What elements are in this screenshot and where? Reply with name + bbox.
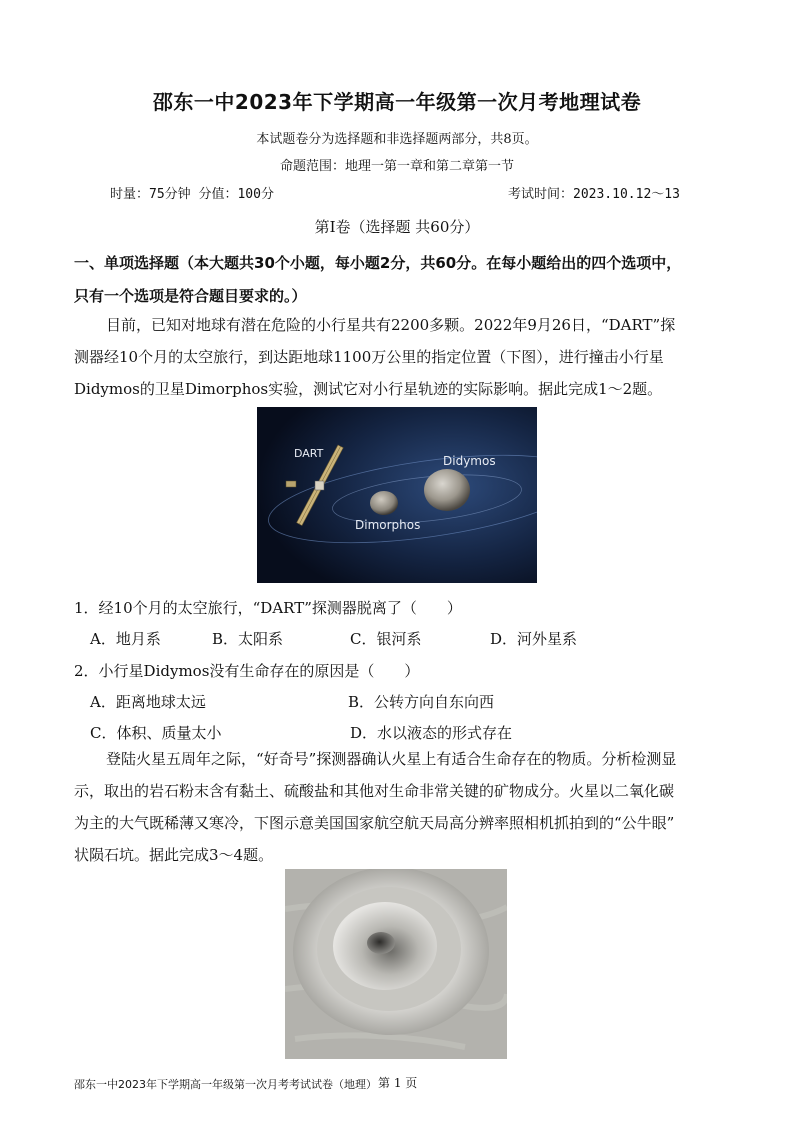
passage1-line-3: Didymos的卫星Dimorphos实验，测试它对小行星轨迹的实际影响。据此完成1～2题。 — [74, 380, 663, 398]
part-one-heading-line-2: 只有一个选项是符合题目要求的。） — [74, 287, 307, 305]
question-2-option-b[interactable]: B．公转方向自东向西 — [348, 693, 495, 711]
footer-text: 邵东一中2023年下学期高一年级第一次月考考试试卷（地理） — [74, 1078, 377, 1091]
page-number: 第 1 页 — [378, 1076, 418, 1090]
passage2-line-3: 为主的大气既稀薄又寒冷，下图示意美国国家航空航天局高分辨率照相机抓拍到的“公牛眼” — [74, 814, 675, 832]
question-2-option-c[interactable]: C．体积、质量太小 — [90, 724, 222, 742]
exam-scope-line: 命题范围：地理一第一章和第二章第一节 — [279, 159, 514, 174]
passage2-line-4: 状陨石坑。据此完成3～4题。 — [74, 846, 274, 864]
section-title: 第Ⅰ卷（选择题 共60分） — [314, 218, 480, 236]
question-1-stem: 1．经10个月的太空旅行，“DART”探测器脱离了（ ） — [74, 599, 462, 617]
question-2-option-d[interactable]: D．水以液态的形式存在 — [350, 724, 513, 742]
question-1-option-b[interactable]: B．太阳系 — [212, 630, 284, 648]
passage2-line-1: 登陆火星五周年之际，“好奇号”探测器确认火星上有适合生命存在的物质。分析检测显 — [106, 750, 677, 768]
part-one-heading-line-1: 一、单项选择题（本大题共30个小题，每小题2分，共60分。在每小题给出的四个选项中， — [74, 254, 682, 272]
bullseye-crater-figure — [285, 869, 507, 1059]
passage1-line-1: 目前，已知对地球有潜在危险的小行星共有2200多颗。2022年9月26日，“DART”探 — [106, 316, 676, 334]
question-1-option-a[interactable]: A．地月系 — [90, 630, 161, 648]
dart-label: DART — [294, 447, 324, 460]
dart-scene-illustration — [257, 407, 537, 583]
crater-illustration — [285, 869, 507, 1059]
question-1-option-d[interactable]: D．河外星系 — [490, 630, 578, 648]
question-2-option-a[interactable]: A．距离地球太远 — [90, 693, 206, 711]
time-score-info: 时量：75分钟 分值：100分 — [110, 187, 274, 202]
question-2-stem: 2．小行星Didymos没有生命存在的原因是（ ） — [74, 662, 420, 680]
question-1-option-c[interactable]: C．银河系 — [350, 630, 422, 648]
passage1-line-2: 测器经10个月的太空旅行，到达距地球1100万公里的指定位置（下图），进行撞击小行星 — [74, 348, 664, 366]
dart-impact-figure — [257, 407, 537, 583]
exam-time-info: 考试时间：2023.10.12～13 — [508, 187, 680, 202]
passage2-line-2: 示，取出的岩石粉末含有黏土、硫酸盐和其他对生命非常关键的矿物成分。火星以二氧化碳 — [74, 782, 675, 800]
exam-title: 邵东一中2023年下学期高一年级第一次月考地理试卷 — [152, 90, 642, 114]
exam-info-line-1: 本试题卷分为选择题和非选择题两部分，共8页。 — [256, 132, 538, 147]
didymos-label: Didymos — [443, 454, 496, 468]
dimorphos-label: Dimorphos — [355, 518, 421, 532]
